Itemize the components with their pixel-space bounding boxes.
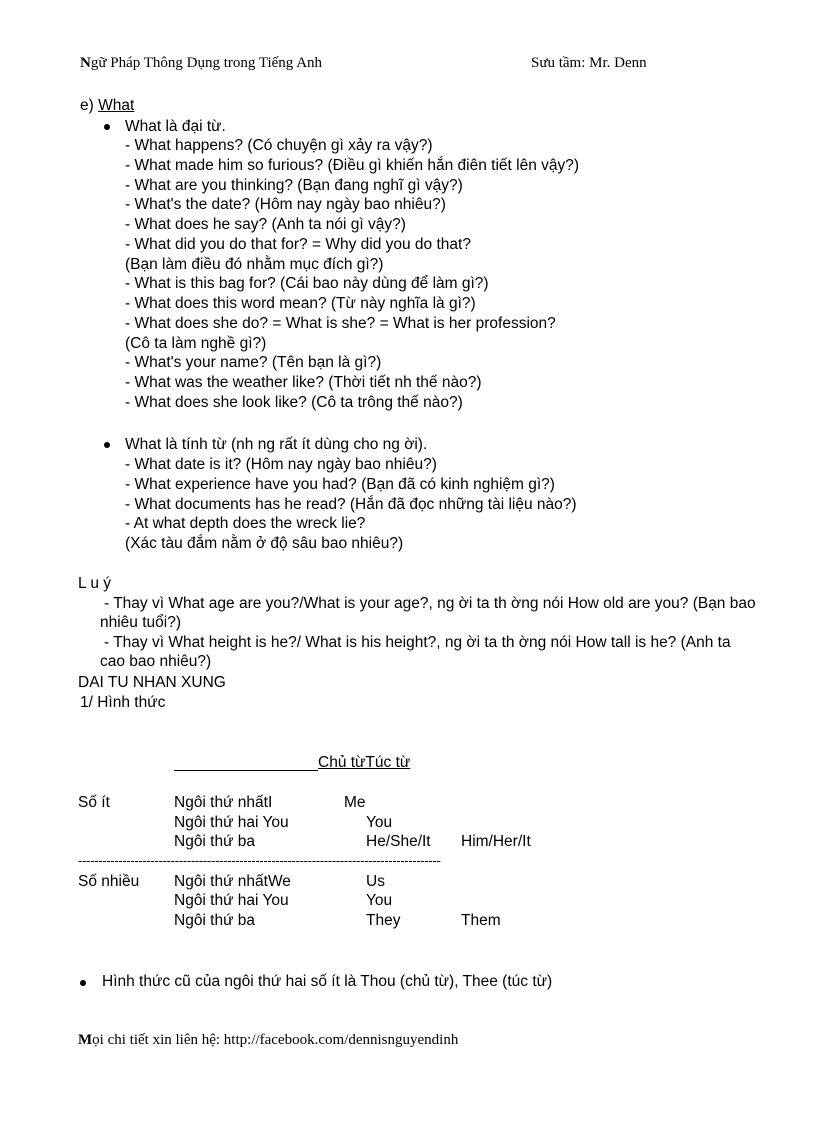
adjective-examples [125,456,805,556]
person-cell: Ngôi thứ hai You [174,892,289,909]
example-line: (Xác tàu đắm nằm ở độ sâu bao nhiêu?) [125,535,404,552]
example-line: - What made him so furious? (Điều gì khiến hắn điên tiết lên vậy?) [125,157,580,174]
subject-cell: You [366,892,393,909]
pronoun-label: What là đại từ. [125,118,226,135]
object-cell: Them [461,912,501,929]
person-cell: Ngôi thứ ba [174,833,256,850]
example-line: - What happens? (Có chuyện gì xảy ra vậy?) [125,137,433,154]
example-line: - What date is it? (Hôm nay ngày bao nhiêu?) [125,456,437,473]
table-header [174,754,410,772]
note-body [100,595,804,675]
pronoun-footnote: Hình thức cũ của ngôi thứ hai số ít là Thou (chủ từ), Thee (túc từ) [102,973,553,990]
subject-cell: You [366,814,393,831]
note-label: L u ý [78,575,112,592]
example-line: - What's your name? (Tên bạn là gì?) [125,354,382,371]
subject-cell: They [366,912,401,929]
person-cell: Ngôi thứ hai You [174,814,289,831]
note-line: nhiêu tuổi?) [100,614,182,631]
header-title-initial: N [80,55,91,71]
footer-initial: M [78,1032,93,1048]
heading-word: What [98,97,135,114]
table-separator: ------------------------------------------------------------------------------------------ [78,853,441,868]
header-title-rest: gữ Pháp Thông Dụng trong Tiếng Anh [90,55,323,71]
pronoun-examples [125,137,805,417]
example-line: - What does he say? (Anh ta nói gì vậy?) [125,216,406,233]
example-line: - What does she look like? (Cô ta trông thế nào?) [125,394,463,411]
page-header-title [80,54,322,72]
footer-contact-rest: ọi chi tiết xin liên hệ: http://facebook.com/dennisnguyendinh [92,1032,459,1048]
example-line: - What was the weather like? (Thời tiết nh thế nào?) [125,374,482,391]
pronouns-subtitle: 1/ Hình thức [80,694,166,711]
example-line: (Bạn làm điều đó nhằm mục đích gì?) [125,256,384,273]
heading-prefix: e) [80,97,99,114]
example-line: - At what depth does the wreck lie? [125,515,366,532]
person-cell: Ngôi thứ ba [174,912,256,929]
page-header-credit: Sưu tầm: Mr. Denn [531,55,647,71]
note-line: - Thay vì What age are you?/What is your age?, ng ời ta th ờng nói How old are you? (Bạn bao [104,595,756,612]
bullet-icon [80,980,86,986]
pronouns-title: DAI TU NHAN XUNG [78,674,226,691]
object-cell: Him/Her/It [461,833,531,850]
example-line: - What is this bag for? (Cái bao này dùng để làm gì?) [125,275,489,292]
example-line: - What does this word mean? (Từ này nghĩa là gì?) [125,295,476,312]
singular-label: Số ít [78,794,110,811]
header-underline-pad [174,754,318,771]
example-line: - What's the date? (Hôm nay ngày bao nhiêu?) [125,196,446,213]
subject-cell: He/She/It [366,833,431,850]
note-line: - Thay vì What height is he?/ What is his height?, ng ời ta th ờng nói How tall is he? (Anh ta [104,634,731,651]
bullet-icon [104,442,110,448]
subject-cell: Me [344,794,366,811]
note-line: cao bao nhiêu?) [100,653,212,670]
plural-label: Số nhiều [78,873,140,890]
example-line: - What documents has he read? (Hắn đã đọc những tài liệu nào?) [125,496,577,513]
header-columns: Chủ từTúc từ [318,754,411,771]
example-line: - What did you do that for? = Why did you do that? [125,236,471,253]
example-line: (Cô ta làm nghề gì?) [125,335,267,352]
example-line: - What are you thinking? (Bạn đang nghĩ gì vậy?) [125,177,463,194]
page-footer-contact [78,1031,458,1049]
subject-cell: Us [366,873,385,890]
person-cell: Ngôi thứ nhấtI [174,794,273,811]
adjective-label: What là tính từ (nh ng rất ít dùng cho ng ời). [125,436,428,453]
section-heading [80,97,134,115]
person-cell: Ngôi thứ nhấtWe [174,873,291,890]
example-line: - What does she do? = What is she? = What is her profession? [125,315,556,332]
bullet-icon [104,124,110,130]
example-line: - What experience have you had? (Bạn đã có kinh nghiệm gì?) [125,476,555,493]
